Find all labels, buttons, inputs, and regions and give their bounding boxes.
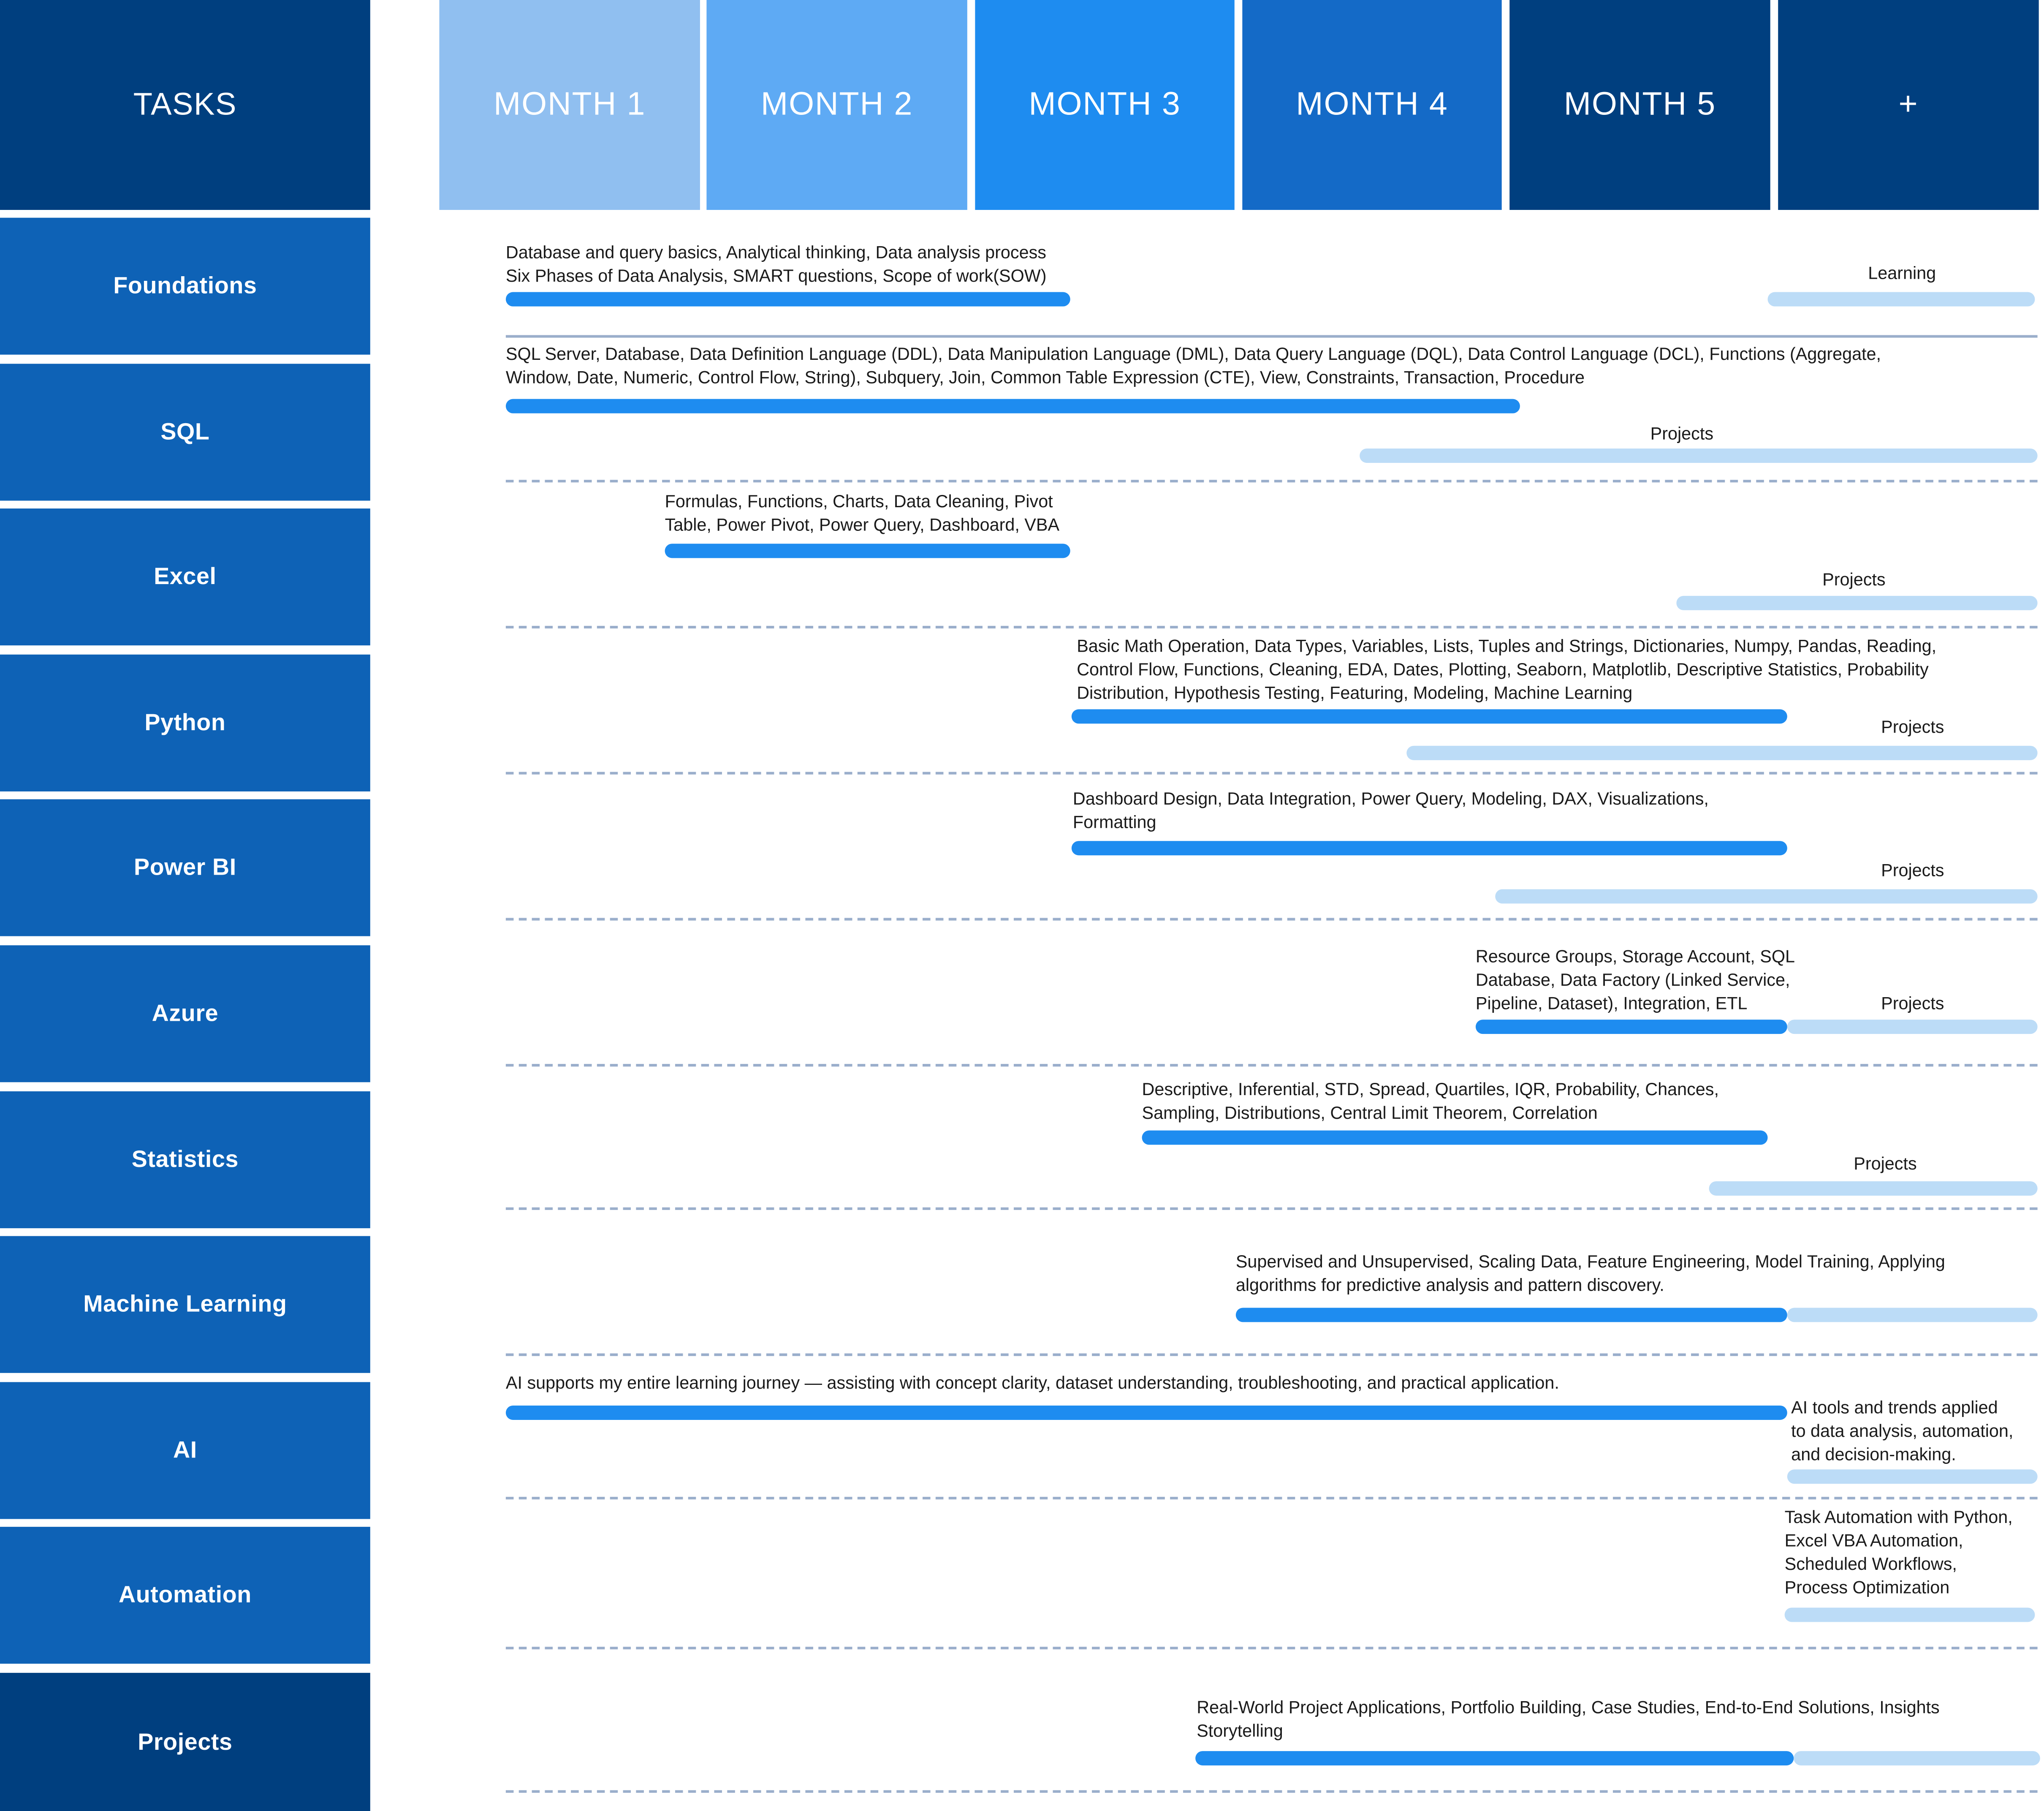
projects-topics-line-1: Real-World Project Applications, Portfolio Building, Case Studies, End-to-End Solutions, Insights — [1197, 1697, 1940, 1717]
azure-topics-line-1: Resource Groups, Storage Account, SQL — [1475, 946, 1795, 966]
python-topics-line-3: Distribution, Hypothesis Testing, Featuring, Modeling, Machine Learning — [1077, 683, 1633, 703]
row-divider — [506, 772, 2038, 775]
sql-topics-line-2: Window, Date, Numeric, Control Flow, String), Subquery, Join, Common Table Expression (CTE), View, Constraints, Transaction, Procedure — [505, 367, 1585, 387]
powerbi-learning-bar — [1072, 841, 1787, 855]
row-divider — [506, 626, 2038, 628]
stats-learning-bar — [1142, 1131, 1768, 1145]
ai-extra-line-3: and decision-making. — [1791, 1444, 1956, 1464]
foundations-extra-bar — [1768, 292, 2035, 307]
powerbi-topics-line-2: Formatting — [1072, 812, 1156, 832]
more-months-header: + — [1778, 0, 2039, 210]
ai-extra-bar — [1787, 1469, 2038, 1484]
azure-projects-bar — [1787, 1020, 2038, 1034]
row-divider — [506, 480, 2038, 482]
task-foundations: Foundations — [0, 218, 370, 355]
foundations-learning-bar — [506, 292, 1070, 307]
task-excel: Excel — [0, 508, 370, 645]
stats-projects-bar — [1709, 1181, 2038, 1196]
python-projects-bar — [1406, 746, 2037, 760]
projects-learning-bar — [1195, 1751, 1794, 1765]
month-4-header: MONTH 4 — [1242, 0, 1501, 210]
stats-topics-line-1: Descriptive, Inferential, STD, Spread, Quartiles, IQR, Probability, Chances, — [1142, 1080, 1719, 1099]
task-azure: Azure — [0, 945, 370, 1082]
row-divider — [506, 1354, 2038, 1356]
automation-topics-line-1: Task Automation with Python, — [1784, 1507, 2013, 1527]
stats-topics-line-2: Sampling, Distributions, Central Limit Theorem, Correlation — [1142, 1103, 1598, 1123]
ai-extra-line-2: to data analysis, automation, — [1791, 1421, 2014, 1441]
azure-learning-bar — [1476, 1020, 1787, 1034]
automation-bar — [1785, 1608, 2035, 1622]
projects-extra-bar — [1794, 1751, 2040, 1765]
excel-topics-line-2: Table, Power Pivot, Power Query, Dashboard, VBA — [665, 515, 1060, 535]
azure-topics-line-2: Database, Data Factory (Linked Service, — [1475, 970, 1790, 990]
python-projects-label: Projects — [1881, 717, 1944, 737]
sql-learning-bar — [506, 399, 1520, 413]
stats-projects-label: Projects — [1854, 1154, 1917, 1174]
automation-topics-line-2: Excel VBA Automation, — [1784, 1531, 1963, 1550]
month-3-header: MONTH 3 — [975, 0, 1234, 210]
row-divider — [506, 1497, 2038, 1499]
task-statistics: Statistics — [0, 1091, 370, 1228]
python-topics-line-2: Control Flow, Functions, Cleaning, EDA, Dates, Plotting, Seaborn, Matplotlib, Descriptive Statistics, Probability — [1077, 660, 1929, 680]
row-divider — [506, 1790, 2038, 1793]
excel-topics-line-1: Formulas, Functions, Charts, Data Cleaning, Pivot — [665, 491, 1053, 511]
task-ai: AI — [0, 1382, 370, 1519]
ai-learning-bar — [506, 1406, 1787, 1420]
month-2-header: MONTH 2 — [706, 0, 967, 210]
task-python: Python — [0, 655, 370, 791]
ml-topics-line-1: Supervised and Unsupervised, Scaling Data, Feature Engineering, Model Training, Applying — [1235, 1251, 1945, 1272]
powerbi-projects-bar — [1495, 889, 2037, 903]
month-1-header: MONTH 1 — [439, 0, 700, 210]
foundations-topics-line-1: Database and query basics, Analytical thinking, Data analysis process — [505, 242, 1046, 262]
automation-topics-line-3: Scheduled Workflows, — [1784, 1554, 1957, 1574]
sql-topics-line-1: SQL Server, Database, Data Definition Language (DDL), Data Manipulation Language (DML), Data Query Language (DQL), Data Control Language (DCL), Functions (Aggregate, — [505, 344, 1881, 364]
ai-extra-line-1: AI tools and trends applied — [1791, 1398, 1998, 1417]
task-projects: Projects — [0, 1673, 370, 1811]
ml-projects-bar — [1787, 1308, 2038, 1322]
excel-projects-label: Projects — [1822, 570, 1886, 590]
task-sql: SQL — [0, 364, 370, 500]
tasks-header: TASKS — [0, 0, 370, 210]
task-power-bi: Power BI — [0, 799, 370, 936]
powerbi-topics-line-1: Dashboard Design, Data Integration, Power Query, Modeling, DAX, Visualizations, — [1072, 789, 1709, 809]
python-learning-bar — [1072, 709, 1787, 723]
ml-topics-line-2: algorithms for predictive analysis and pattern discovery. — [1235, 1275, 1664, 1295]
row-divider — [506, 1064, 2038, 1066]
azure-projects-label: Projects — [1881, 993, 1944, 1013]
row-divider — [506, 918, 2038, 920]
row-divider — [506, 335, 2038, 337]
sql-projects-bar — [1360, 449, 2037, 463]
month-5-header: MONTH 5 — [1509, 0, 1770, 210]
excel-learning-bar — [665, 544, 1070, 558]
projects-topics-line-2: Storytelling — [1197, 1721, 1283, 1741]
sql-projects-label: Projects — [1650, 424, 1714, 443]
foundations-extra-label: Learning — [1868, 263, 1936, 283]
task-automation: Automation — [0, 1527, 370, 1664]
excel-projects-bar — [1676, 596, 2037, 610]
ai-topics-line-1: AI supports my entire learning journey — assisting with concept clarity, dataset understanding, troubleshooting, and practical application. — [505, 1373, 1559, 1393]
automation-topics-line-4: Process Optimization — [1784, 1577, 1950, 1597]
python-topics-line-1: Basic Math Operation, Data Types, Variables, Lists, Tuples and Strings, Dictionaries, Numpy, Pandas, Reading, — [1077, 636, 1937, 656]
task-machine-learning: Machine Learning — [0, 1236, 370, 1373]
foundations-topics-line-2: Six Phases of Data Analysis, SMART questions, Scope of work(SOW) — [505, 266, 1047, 286]
row-divider — [506, 1207, 2038, 1210]
powerbi-projects-label: Projects — [1881, 860, 1944, 880]
azure-topics-line-3: Pipeline, Dataset), Integration, ETL — [1475, 993, 1748, 1013]
ml-learning-bar — [1236, 1308, 1787, 1322]
row-divider — [506, 1647, 2038, 1649]
